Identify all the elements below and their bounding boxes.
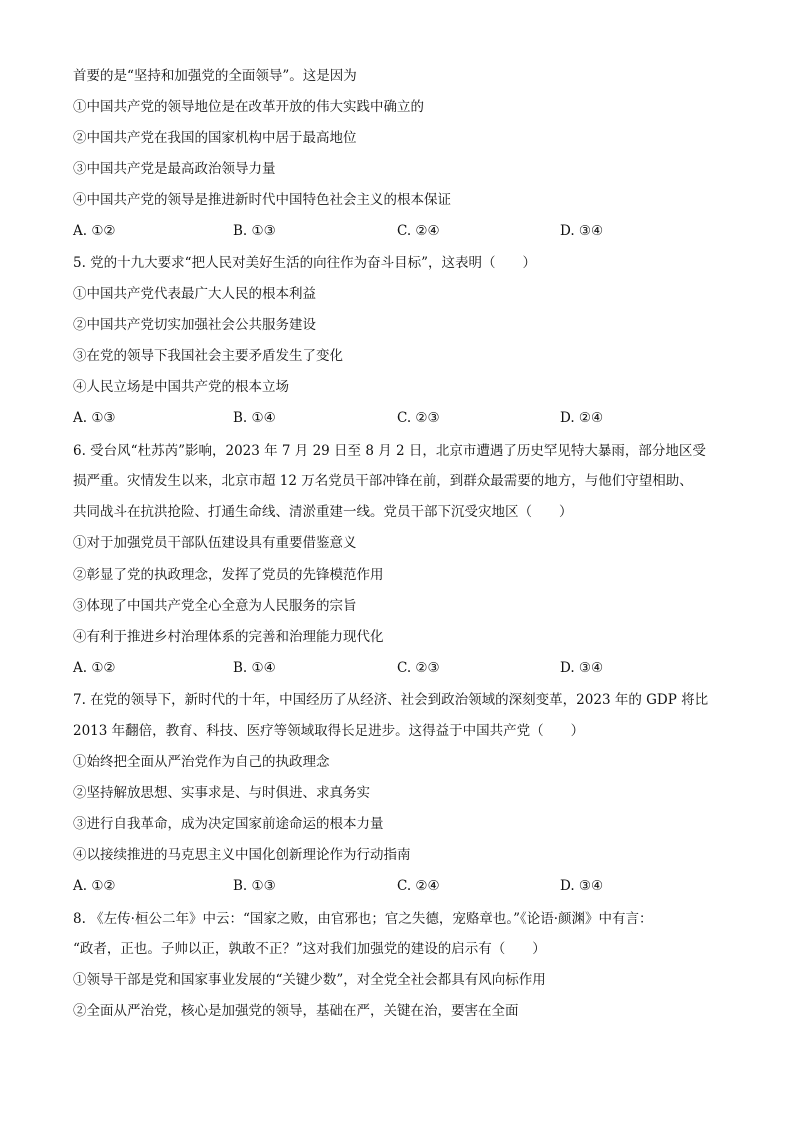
q5-option-b: B. ①④ (233, 410, 276, 426)
q4-options (73, 221, 723, 241)
q6-stem-line-2: 损严重。灾情发生以来，北京市超 12 万名党员干部冲锋在前，到群众最需要的地方，与他们守望相助、 (73, 473, 693, 489)
q8-item-2: ②全面从严治党，核心是加强党的领导，基础在严，关键在治，要害在全面 (73, 1003, 519, 1019)
q7-stem-line-2: 2013 年翻倍，教育、科技、医疗等领域取得长足进步。这得益于中国共产党（ ） (73, 723, 585, 739)
q7-option-b: B. ①③ (233, 878, 276, 894)
q5-item-3: ③在党的领导下我国社会主要矛盾发生了变化 (73, 348, 343, 364)
q5-options (73, 408, 723, 428)
q5-option-d: D. ②④ (560, 410, 604, 426)
q6-stem-line-1: 6. 受台风“杜苏芮”影响，2023 年 7 月 29 日至 8 月 2 日，北京市遭遇了历史罕见特大暴雨，部分地区受 (73, 443, 706, 459)
q6-option-c: C. ②③ (397, 660, 440, 676)
q4-option-a: A. ①② (73, 223, 116, 239)
q4-item-3: ③中国共产党是最高政治领导力量 (73, 161, 276, 177)
q7-stem-line-1: 7. 在党的领导下，新时代的十年，中国经历了从经济、社会到政治领域的深刻变革，2023 年的 GDP 将比 (73, 692, 709, 708)
q7-item-1: ①始终把全面从严治党作为自己的执政理念 (73, 754, 330, 770)
q5-option-c: C. ②③ (397, 410, 440, 426)
q5-item-1: ①中国共产党代表最广大人民的根本利益 (73, 286, 316, 302)
q4-option-b: B. ①③ (233, 223, 276, 239)
q6-option-a: A. ①② (73, 660, 116, 676)
q7-item-2: ②坚持解放思想、实事求是、与时俱进、求真务实 (73, 785, 370, 801)
q5-option-a: A. ①③ (73, 410, 116, 426)
q7-option-d: D. ③④ (560, 878, 604, 894)
q4-option-c: C. ②④ (397, 223, 440, 239)
q6-item-4: ④有利于推进乡村治理体系的完善和治理能力现代化 (73, 629, 384, 645)
q8-stem-line-1: 8. 《左传·桓公二年》中云：“国家之败，由官邪也；官之失德，宠赂章也。”《论语·颜渊》中有言： (73, 911, 653, 927)
q4-stem-tail: 首要的是“坚持和加强党的全面领导”。这是因为 (73, 68, 357, 84)
q5-stem: 5. 党的十九大要求“把人民对美好生活的向往作为奋斗目标”，这表明（ ） (73, 255, 536, 271)
q4-item-4: ④中国共产党的领导是推进新时代中国特色社会主义的根本保证 (73, 192, 451, 208)
q6-option-d: D. ③④ (560, 660, 604, 676)
q5-item-2: ②中国共产党切实加强社会公共服务建设 (73, 317, 316, 333)
q7-item-4: ④以接续推进的马克思主义中国化创新理论作为行动指南 (73, 847, 411, 863)
q4-option-d: D. ③④ (560, 223, 604, 239)
q7-item-3: ③进行自我革命，成为决定国家前途命运的根本力量 (73, 816, 384, 832)
q4-item-2: ②中国共产党在我国的国家机构中居于最高地位 (73, 130, 357, 146)
q4-item-1: ①中国共产党的领导地位是在改革开放的伟大实践中确立的 (73, 99, 424, 115)
q6-option-b: B. ①④ (233, 660, 276, 676)
q8-stem-line-2: “政者，正也。子帅以正，孰敢不正？”这对我们加强党的建设的启示有（ ） (73, 941, 546, 957)
q5-item-4: ④人民立场是中国共产党的根本立场 (73, 379, 289, 395)
q6-stem-line-3: 共同战斗在抗洪抢险、打通生命线、清淤重建一线。党员干部下沉受灾地区（ ） (73, 504, 573, 520)
q6-item-1: ①对于加强党员干部队伍建设具有重要借鉴意义 (73, 535, 357, 551)
q6-item-2: ②彰显了党的执政理念，发挥了党员的先锋模范作用 (73, 567, 384, 583)
q7-option-a: A. ①② (73, 878, 116, 894)
q6-item-3: ③体现了中国共产党全心全意为人民服务的宗旨 (73, 598, 357, 614)
q8-item-1: ①领导干部是党和国家事业发展的“关键少数”，对全党全社会都具有风向标作用 (73, 972, 546, 988)
q6-options (73, 658, 723, 678)
q7-option-c: C. ②④ (397, 878, 440, 894)
q7-options (73, 876, 723, 896)
